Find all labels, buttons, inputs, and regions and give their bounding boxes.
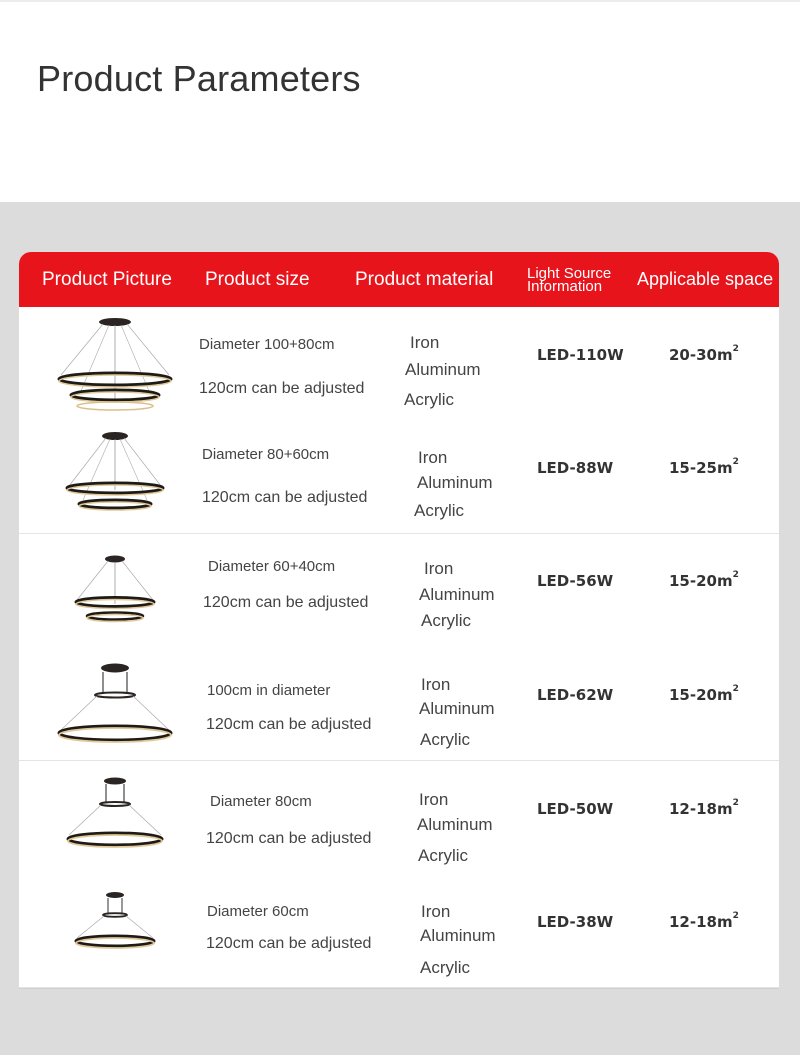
size-diameter: Diameter 60+40cm <box>208 558 336 575</box>
table-row <box>19 534 779 648</box>
table-header <box>19 252 779 307</box>
page-title: Product Parameters <box>37 58 361 99</box>
material-item: Iron <box>410 333 440 352</box>
table-row <box>19 307 779 421</box>
size-diameter: Diameter 80cm <box>210 793 312 810</box>
material-item: Iron <box>418 448 448 467</box>
material-item: Acrylic <box>421 611 472 630</box>
material-item: Iron <box>419 790 449 809</box>
size-adjustable: 120cm can be adjusted <box>202 489 368 506</box>
header-light-source-line2: Information <box>527 277 603 295</box>
material-item: Aluminum <box>417 815 493 834</box>
light-source-value: LED-56W <box>537 572 614 590</box>
material-item: Aluminum <box>419 699 495 718</box>
header-light-source <box>527 252 611 307</box>
size-diameter: Diameter 80+60cm <box>202 446 330 463</box>
material-item: Iron <box>421 902 451 921</box>
light-source-value: LED-88W <box>537 459 614 477</box>
applicable-space-value: $15-25m^2$ <box>669 457 739 477</box>
material-item: Acrylic <box>404 390 455 409</box>
material-item: Acrylic <box>420 958 471 977</box>
material-item: Aluminum <box>405 360 481 379</box>
applicable-space-value: $15-20m^2$ <box>669 570 739 590</box>
size-diameter: 100cm in diameter <box>207 682 331 699</box>
chandelier-1-ring-medium-icon <box>39 761 189 874</box>
size-adjustable: 120cm can be adjusted <box>206 716 372 733</box>
material-item: Acrylic <box>420 730 471 749</box>
table-row <box>19 761 779 875</box>
parameters-table <box>19 252 779 988</box>
size-adjustable: 120cm can be adjusted <box>206 830 372 847</box>
size-adjustable: 120cm can be adjusted <box>203 594 369 611</box>
applicable-space-value: $20-30m^2$ <box>669 344 739 364</box>
size-adjustable: 120cm can be adjusted <box>206 935 372 952</box>
material-item: Acrylic <box>418 846 469 865</box>
chandelier-1-ring-large-icon <box>39 647 189 760</box>
material-item: Aluminum <box>419 585 495 604</box>
header-product-size: Product size <box>205 268 310 290</box>
chandelier-1-ring-small-icon <box>39 874 189 987</box>
applicable-space-value: $12-18m^2$ <box>669 911 739 931</box>
light-source-value: LED-110W <box>537 346 624 364</box>
chandelier-2-ring-icon <box>39 420 189 533</box>
light-source-value: LED-38W <box>537 913 614 931</box>
table-row <box>19 874 779 988</box>
size-diameter: Diameter 100+80cm <box>199 336 335 353</box>
table-row <box>19 420 779 534</box>
table-row <box>19 647 779 761</box>
size-diameter: Diameter 60cm <box>207 903 309 920</box>
header-light-source-line1: Light Source <box>527 264 612 282</box>
header-applicable-space: Applicable space <box>637 269 774 289</box>
material-item: Iron <box>421 675 451 694</box>
chandelier-3-ring-icon <box>39 307 189 420</box>
top-divider <box>0 0 800 2</box>
material-item: Iron <box>424 559 454 578</box>
header-product-picture: Product Picture <box>42 268 172 290</box>
light-source-value: LED-62W <box>537 686 614 704</box>
applicable-space-value: $15-20m^2$ <box>669 684 739 704</box>
material-item: Aluminum <box>417 473 493 492</box>
table-bottom-divider <box>19 988 779 989</box>
size-adjustable: 120cm can be adjusted <box>199 380 365 397</box>
light-source-value: LED-50W <box>537 800 614 818</box>
header-product-material: Product material <box>355 268 494 290</box>
material-item: Aluminum <box>420 926 496 945</box>
material-item: Acrylic <box>414 501 465 520</box>
chandelier-2-ring-small-icon <box>39 534 189 647</box>
applicable-space-value: $12-18m^2$ <box>669 798 739 818</box>
